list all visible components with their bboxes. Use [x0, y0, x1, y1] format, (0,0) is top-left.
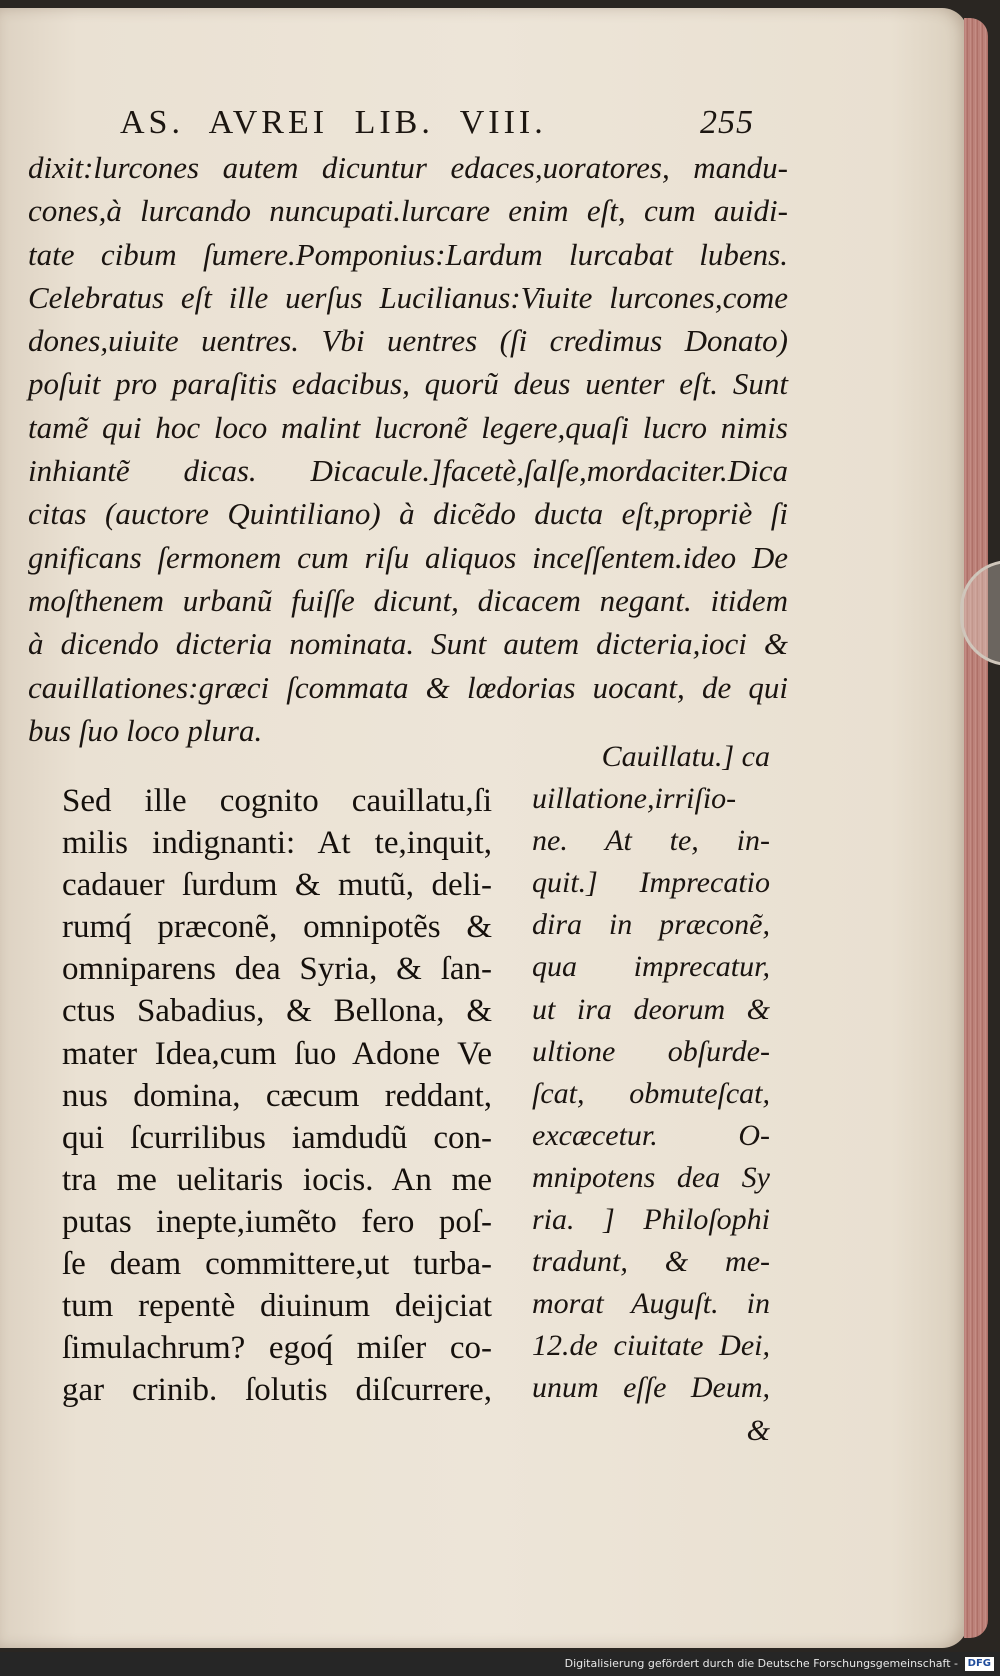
- commentary-line: gnificans ſermonem cum riſu aliquos inceſſentem.ideo De: [28, 539, 788, 575]
- side-commentary-line: qua imprecatur,: [532, 950, 770, 984]
- page-number: 255: [700, 104, 754, 141]
- commentary-line: bus ſuo loco plura.: [28, 712, 263, 748]
- side-commentary-line: morat Auguſt. in: [532, 1287, 770, 1321]
- main-text-line: omniparens dea Syria, & ſan-: [62, 951, 492, 988]
- commentary-line: à dicendo dicteria nominata. Sunt autem dicteria,ioci &: [28, 626, 788, 662]
- main-text-line: ſimulachrum? egoq́ miſer co-: [62, 1330, 492, 1367]
- main-text-line: ſe deam committere,ut turba-: [62, 1246, 492, 1283]
- digitization-banner: [0, 1652, 1000, 1676]
- side-commentary-line: ut ira deorum &: [532, 992, 770, 1026]
- main-text-line: Sed ille cognito cauillatu,ſi: [62, 783, 492, 819]
- main-text-line: tra me uelitaris iocis. An me: [62, 1161, 492, 1198]
- main-text-line: gar crinib. ſolutis diſcurrere,: [62, 1372, 492, 1409]
- book-page: [0, 8, 968, 1648]
- side-commentary-line: ne. At te, in-: [532, 824, 770, 858]
- main-text-line: qui ſcurrilibus iamdudũ con-: [62, 1119, 492, 1156]
- main-text-line: milis indignanti: At te,inquit,: [62, 825, 492, 862]
- commentary-line: tamẽ qui hoc loco malint lucronẽ legere,quaſi lucro nimis: [28, 409, 788, 445]
- commentary-line: cones,à lurcando nuncupati.lurcare enim eſt, cum auidi-: [28, 193, 788, 229]
- main-text-line: nus domina, cæcum reddant,: [62, 1077, 492, 1114]
- commentary-line: Celebratus eſt ille uerſus Lucilianus:Viuite lurcones,come: [28, 279, 788, 315]
- main-text-line: mater Idea,cum ſuo Adone Ve: [62, 1035, 492, 1072]
- main-text-line: tum repentè diuinum deijciat: [62, 1288, 492, 1325]
- side-commentary-line: 12.de ciuitate Dei,: [532, 1329, 770, 1363]
- commentary-line: cauillationes:græci ſcommata & lœdorias uocant, de qui: [28, 669, 788, 705]
- side-commentary-line: uillatione,irriſio-: [532, 782, 737, 816]
- main-text-line: ctus Sabadius, & Bellona, &: [62, 993, 492, 1030]
- side-commentary-line: unum eſſe Deum,: [532, 1371, 770, 1405]
- commentary-line: dixit:lurcones autem dicuntur edaces,uoratores, mandu-: [28, 150, 788, 185]
- side-commentary-line: dira in præconẽ,: [532, 908, 770, 942]
- main-text-column: [62, 780, 492, 1411]
- side-commentary-line: ultione obſurde-: [532, 1034, 770, 1068]
- commentary-top: [28, 146, 788, 752]
- dfg-logo: DFG: [965, 1657, 994, 1671]
- commentary-line: tate cibum ſumere.Pomponius:Lardum lurcabat lubens.: [28, 236, 788, 272]
- side-commentary-line: excæcetur. O-: [532, 1118, 770, 1152]
- side-commentary-line: quit.] Imprecatio: [532, 866, 770, 900]
- page-header: [0, 104, 968, 144]
- commentary-line: citas (auctore Quintiliano) à dicẽdo ducta eſt,propriè ſi: [28, 496, 788, 532]
- main-text-line: putas inepte,iumẽto fero poſ-: [62, 1203, 492, 1240]
- side-commentary-line: mnipotens dea Sy: [532, 1160, 770, 1194]
- commentary-line: poſuit pro paraſitis edacibus, quorũ deus uenter eſt. Sunt: [28, 366, 788, 402]
- catchword: &: [746, 1413, 770, 1447]
- page-edge: [964, 18, 988, 1638]
- side-commentary-line: Cauillatu.] ca: [601, 740, 770, 773]
- side-commentary-column: [532, 736, 770, 1452]
- commentary-line: dones,uiuite uentres. Vbi uentres (ſi credimus Donato): [28, 323, 788, 359]
- main-text-line: rumq́ præconẽ, omnipotẽs &: [62, 909, 492, 946]
- side-commentary-line: ſcat, obmuteſcat,: [532, 1076, 770, 1110]
- banner-text: Digitalisierung gefördert durch die Deutsche Forschungsgemeinschaft -: [564, 1657, 958, 1670]
- side-commentary-line: ria. ] Philoſophi: [532, 1203, 770, 1237]
- running-head: AS. AVREI LIB. VIII.: [120, 104, 547, 141]
- side-commentary-line: tradunt, & me-: [532, 1245, 770, 1279]
- commentary-line: inhiantẽ dicas. Dicacule.]facetè,ſalſe,mordaciter.Dica: [28, 453, 788, 489]
- commentary-line: moſthenem urbanũ fuiſſe dicunt, dicacem negant. itidem: [28, 582, 788, 618]
- main-text-line: cadauer ſurdum & mutũ, deli-: [62, 867, 492, 904]
